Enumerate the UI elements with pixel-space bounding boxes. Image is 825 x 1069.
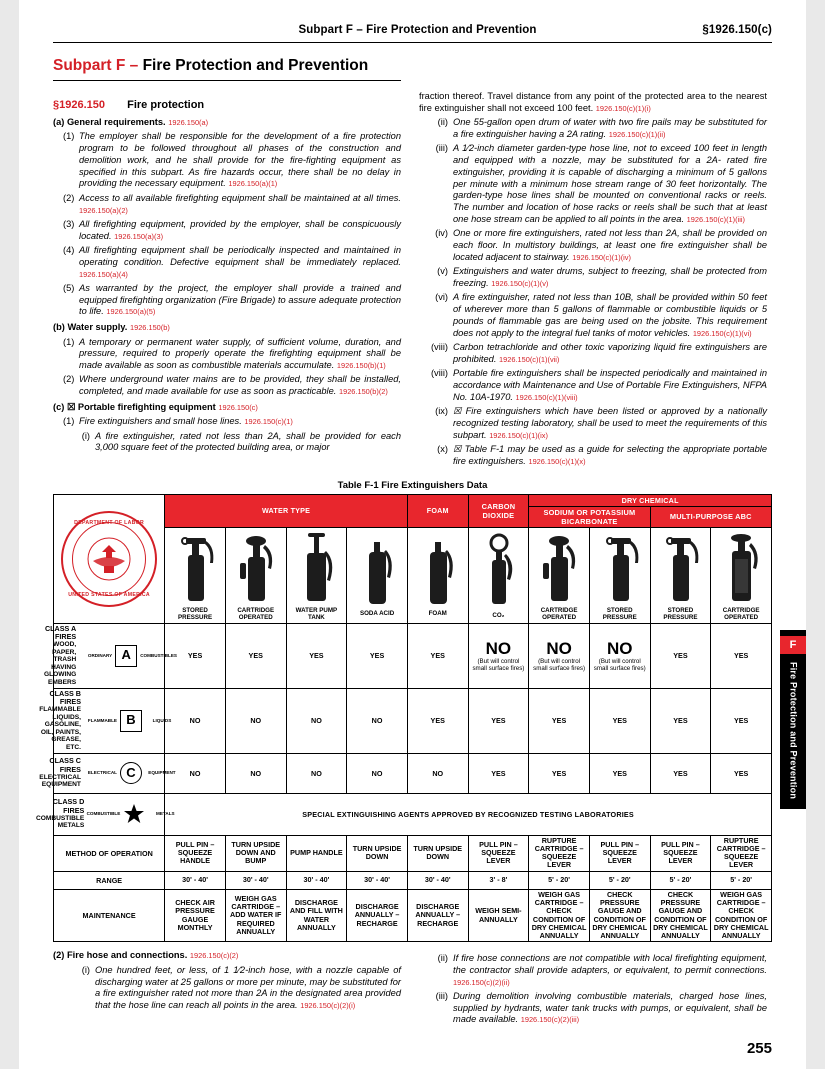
list-text: One 55-gallon open drum of water with two fire pails may be substituted for a fire extinguisher having a 2A rating.	[453, 117, 767, 139]
cell-value: YES	[589, 688, 650, 753]
icon-dc-cartridge-operated	[529, 527, 590, 623]
page-header	[53, 24, 772, 40]
method-value: PUMP HANDLE	[286, 835, 347, 871]
list-text: During demolition involving combustible materials, charged hose lines, supplied by hydrants, water tank trucks with pumps, or equivalent, shall be made available.	[453, 990, 767, 1025]
type-label: STORED PRESSURE	[602, 606, 637, 621]
bottom-item-label	[53, 950, 401, 962]
icon-stored-pressure	[165, 527, 226, 623]
list-text: If fire hose connections are not compatible with local firefighting equipment, the contractor shall provide adapters, or equivalent, to permit connections.	[453, 952, 767, 975]
list-marker: (viii)	[430, 368, 448, 379]
range-value: 3' - 8'	[468, 871, 529, 889]
dol-seal-cell	[54, 494, 165, 623]
class-c-cell: CLASS C FIRES ELECTRICAL EQUIPMENT ELECTRICAL C EQUIPMENT	[54, 753, 165, 793]
class-b-left-label: FLAMMABLE	[87, 717, 117, 723]
section-heading	[53, 99, 401, 113]
list-marker: (2)	[63, 374, 75, 385]
list-ref: 1926.150(a)(3)	[114, 231, 164, 241]
maintenance-value: WEIGH GAS CARTRIDGE – CHECK CONDITION OF DRY CHEMICAL ANNUALLY	[711, 889, 772, 942]
class-c-left-label: ELECTRICAL	[87, 770, 117, 776]
maintenance-label: MAINTENANCE	[54, 889, 165, 942]
range-value: 30' - 40'	[225, 871, 286, 889]
group-header-co2: CARBON DIOXIDE	[468, 494, 529, 527]
list-text: Extinguishers and water drums, subject to freezing, shall be protected from freezing.	[453, 266, 767, 288]
list-text: A fire extinguisher, rated not less than 2A, shall be provided for each 3,000 square feet of the protected building area, or major	[95, 430, 401, 453]
class-c-right-label: EQUIPMENT	[148, 770, 176, 776]
list-item	[77, 965, 401, 1012]
continued-ref: 1926.150(c)(1)(i)	[595, 103, 651, 113]
type-label: CARTRIDGE OPERATED	[237, 606, 275, 621]
icon-cartridge-operated	[225, 527, 286, 623]
class-d-left-label: COMBUSTIBLE	[86, 811, 121, 817]
list-text: A 1⁄2-inch diameter garden-type hose line, not to exceed 100 feet in length and equipped with a nozzle, may be substituted for a 2A- rated fire extinguisher, providing it is capable of discharging a minimum of 5 gallons per minute with a minimum hose stream range of 30 feet horizontally. The garden-type hose lines shall be mounted on conventional racks or reels. The number and location of hose racks or reels shall be such that at least one hose stream can be applied to all points in the area.	[453, 143, 767, 224]
list-item	[429, 117, 767, 141]
list-text: A temporary or permanent water supply, of sufficient volume, duration, and pressure, required to properly operate the firefighting equipment shall be made available as soon as combustible materials accumulate.	[79, 336, 401, 371]
cell-value: NO	[485, 638, 512, 658]
list-marker: (iv)	[435, 228, 448, 239]
class-d-cell: CLASS D FIRES COMBUSTIBLE METALS COMBUSTIBLE METALS	[54, 793, 165, 835]
type-label: CARTRIDGE OPERATED	[722, 606, 760, 621]
fire-extinguishers-table	[35, 494, 772, 943]
icon-co2	[468, 527, 529, 623]
method-value: PULL PIN – SQUEEZE LEVER	[650, 835, 711, 871]
bottom-left-column	[53, 950, 401, 1028]
table-header-row	[54, 494, 772, 506]
bottom-item-text: (2) Fire hose and connections.	[53, 950, 188, 961]
continued-paragraph	[419, 91, 767, 115]
list-ref: 1926.150(b)(1)	[336, 361, 386, 371]
cell-value: YES	[407, 688, 468, 753]
cell-value: YES	[650, 753, 711, 793]
list-marker: (1)	[63, 336, 75, 347]
list-ref: 1926.150(c)(1)(ii)	[608, 129, 666, 139]
icon-abc-stored-pressure	[650, 527, 711, 623]
list-item	[63, 283, 401, 318]
list-item	[429, 444, 767, 468]
range-value: 30' - 40'	[286, 871, 347, 889]
list-item	[63, 337, 401, 372]
cell-value: YES	[468, 753, 529, 793]
list-marker: (ii)	[437, 117, 448, 128]
continued-text: fraction thereof. Travel distance from any point of the protected area to the nearest fire extinguisher shall not exceed 100 feet.	[419, 91, 767, 113]
group-header-dry-chemical: DRY CHEMICAL	[529, 494, 772, 506]
list-item	[429, 266, 767, 290]
seal-bottom-text: UNITED STATES OF AMERICA	[68, 591, 150, 598]
list-ref: 1926.150(c)(2)(i)	[300, 1001, 356, 1011]
list-ref: 1926.150(c)(1)(vii)	[499, 354, 560, 364]
list-ref: 1926.150(a)(5)	[106, 307, 156, 317]
cell-value: YES	[650, 623, 711, 688]
list-marker: (v)	[437, 266, 448, 277]
cell-note: (But will control small surface fires)	[533, 657, 586, 672]
class-b-right-label: LIQUIDS	[152, 717, 172, 723]
side-tab-letter: F	[780, 636, 806, 654]
cell-value: YES	[589, 753, 650, 793]
cell-value: NO	[347, 688, 408, 753]
cell-value: YES	[650, 688, 711, 753]
method-value: TURN UPSIDE DOWN	[407, 835, 468, 871]
list-ref: 1926.150(c)(2)(iii)	[520, 1015, 580, 1025]
star-icon	[123, 803, 145, 825]
cell-note: (But will control small surface fires)	[472, 657, 525, 672]
class-d-note: SPECIAL EXTINGUISHING AGENTS APPROVED BY RECOGNIZED TESTING LABORATORIES	[165, 793, 772, 835]
list-marker: (i)	[81, 964, 90, 975]
cell-value: YES	[347, 623, 408, 688]
title-underline	[53, 80, 401, 81]
list-marker: (iii)	[435, 143, 448, 154]
cell-value: YES	[407, 623, 468, 688]
cell-value: YES	[711, 753, 772, 793]
list-ref: 1926.150(c)(1)(ix)	[489, 430, 548, 440]
icon-foam	[407, 527, 468, 623]
subsection-a-ref: 1926.150(a)	[168, 117, 209, 127]
cell-value: YES	[165, 623, 226, 688]
subsection-c-ref: 1926.150(c)	[218, 403, 258, 412]
cell-note: (But will control small surface fires)	[593, 657, 646, 672]
icon-abc-cartridge	[711, 527, 772, 623]
list-marker: (ii)	[437, 952, 448, 963]
method-label: METHOD OF OPERATION	[54, 835, 165, 871]
side-tab-text: Fire Protection and Prevention	[788, 662, 799, 800]
list-text: Access to all available firefighting equipment shall be maintained at all times.	[79, 192, 401, 203]
list-ref: 1926.150(c)(1)(v)	[491, 278, 549, 288]
icon-water-pump-tank	[286, 527, 347, 623]
table-row	[54, 688, 772, 753]
cell-value: NO	[225, 753, 286, 793]
maintenance-value: CHECK PRESSURE GAUGE AND CONDITION OF DRY CHEMICAL ANNUALLY	[589, 889, 650, 942]
cell-value-note	[529, 623, 590, 688]
list-item	[429, 953, 767, 988]
list-marker: (4)	[63, 244, 75, 255]
dol-seal-icon	[61, 511, 157, 607]
range-value: 5' - 20'	[589, 871, 650, 889]
range-value: 30' - 40'	[347, 871, 408, 889]
list-item	[429, 292, 767, 339]
class-c-symbol: C	[120, 762, 142, 784]
subsection-a-label: (a) General requirements.	[53, 116, 166, 127]
cell-value: YES	[711, 623, 772, 688]
type-label: STORED PRESSURE	[663, 606, 698, 621]
list-ref: 1926.150(b)(2)	[338, 387, 388, 397]
icon-soda-acid	[347, 527, 408, 623]
type-label: FOAM	[428, 610, 447, 618]
group-header-foam: FOAM	[407, 494, 468, 527]
page-title	[53, 57, 401, 75]
extinguisher-water-pump-tank-icon	[294, 529, 338, 605]
list-text: A fire extinguisher, rated not less than 10B, shall be provided within 50 feet of wherever more than 5 gallons of flammable or combustible liquids or 5 pounds of flammable gas are being used on the jobsite. This requirement does not apply to the integral fuel tanks of motor vehicles.	[453, 292, 767, 338]
bottom-columns	[53, 950, 772, 1028]
cell-value: YES	[711, 688, 772, 753]
cell-value: NO	[225, 688, 286, 753]
list-ref: 1926.150(c)(1)(x)	[528, 456, 586, 466]
extinguisher-soda-acid-icon	[355, 532, 399, 608]
cell-value-note	[589, 623, 650, 688]
document-page	[19, 0, 806, 1069]
cell-value: NO	[607, 638, 633, 658]
cell-value: YES	[286, 623, 347, 688]
list-item	[77, 431, 401, 455]
list-text: ☒ Table F-1 may be used as a guide for selecting the appropriate portable fire extinguishers.	[453, 443, 767, 466]
extinguisher-dry-cartridge-icon	[537, 529, 581, 605]
list-ref: 1926.150(a)(4)	[79, 269, 128, 279]
header-title: Subpart F – Fire Protection and Prevention	[298, 24, 537, 36]
cell-value: YES	[529, 753, 590, 793]
list-item	[63, 219, 401, 243]
subsection-a	[53, 117, 401, 129]
list-item	[63, 416, 401, 428]
list-text: As warranted by the project, the employer shall provide a trained and equipped firefighting organization (Fire Brigade) to assure adequate protection to life.	[79, 282, 401, 317]
header-rule	[53, 42, 772, 43]
type-label: SODA ACID	[359, 610, 395, 618]
side-tab	[780, 630, 806, 809]
cell-value: NO	[546, 638, 572, 658]
cell-value: NO	[347, 753, 408, 793]
maintenance-value: CHECK PRESSURE GAUGE AND CONDITION OF DRY CHEMICAL ANNUALLY	[650, 889, 711, 942]
list-marker: (x)	[437, 443, 448, 454]
table-row-method	[54, 835, 772, 871]
list-ref: 1926.150(c)(1)	[244, 417, 293, 427]
list-text: One or more fire extinguishers, rated not less than 2A, shall be provided on each floor. In multistory buildings, at least one fire extinguisher shall be located adjacent to stairway.	[453, 228, 767, 262]
method-value: PULL PIN – SQUEEZE HANDLE	[165, 835, 226, 871]
method-value: RUPTURE CARTRIDGE – SQUEEZE LEVER	[711, 835, 772, 871]
subsection-b-label: (b) Water supply.	[53, 322, 128, 333]
range-value: 5' - 20'	[529, 871, 590, 889]
type-label: WATER PUMP TANK	[295, 606, 338, 621]
extinguisher-dry-stored-icon	[598, 529, 642, 605]
subsection-b	[53, 322, 401, 334]
header-section-ref: §1926.150(c)	[702, 24, 772, 36]
bottom-item-ref: 1926.150(c)(2)	[189, 951, 239, 961]
method-value: TURN UPSIDE DOWN	[347, 835, 408, 871]
class-a-left-label: ORDINARY	[87, 652, 113, 658]
maintenance-value: CHECK AIR PRESSURE GAUGE MONTHLY	[165, 889, 226, 942]
extinguisher-foam-icon	[416, 532, 460, 608]
list-marker: (2)	[63, 192, 75, 203]
right-column	[419, 91, 767, 470]
list-ref: 1926.150(c)(1)(iv)	[572, 252, 631, 262]
list-marker: (3)	[63, 218, 75, 229]
cell-value: NO	[165, 753, 226, 793]
table-caption: Table F-1 Fire Extinguishers Data	[337, 479, 488, 491]
list-marker: (1)	[63, 416, 75, 427]
extinguisher-cartridge-operated-icon	[234, 529, 278, 605]
method-value: RUPTURE CARTRIDGE – SQUEEZE LEVER	[529, 835, 590, 871]
list-item	[63, 131, 401, 190]
cell-value: NO	[165, 688, 226, 753]
range-label: RANGE	[54, 871, 165, 889]
table-row-maintenance	[54, 889, 772, 942]
section-number: §1926.150	[53, 99, 105, 111]
subsection-c-label: (c) ☒ Portable firefighting equipment	[53, 402, 216, 412]
cell-value-note	[468, 623, 529, 688]
list-text: Fire extinguishers and small hose lines.	[79, 416, 242, 427]
maintenance-value: WEIGH GAS CARTRIDGE – ADD WATER IF REQUIRED ANNUALLY	[225, 889, 286, 942]
list-item	[63, 374, 401, 398]
maintenance-value: DISCHARGE ANNUALLY – RECHARGE	[347, 889, 408, 942]
table-row-class-d	[54, 793, 772, 835]
class-b-cell: CLASS B FIRES FLAMMABLE LIQUIDS, GASOLINE, OIL, PAINTS, GREASE, ETC. FLAMMABLE B LIQUIDS	[54, 688, 165, 753]
extinguisher-abc-cartridge-icon	[719, 529, 763, 605]
list-item	[429, 342, 767, 366]
type-label: CARTRIDGE OPERATED	[540, 606, 578, 621]
subpart-label: Subpart F –	[53, 57, 139, 74]
maintenance-value: DISCHARGE ANNUALLY – RECHARGE	[407, 889, 468, 942]
cell-value: NO	[407, 753, 468, 793]
class-a-right-label: COMBUSTIBLES	[140, 652, 177, 658]
list-marker: (5)	[63, 282, 75, 293]
range-value: 5' - 20'	[711, 871, 772, 889]
list-text: All firefighting equipment shall be periodically inspected and maintained in operating condition. Defective equipment shall be immediately replaced.	[79, 244, 401, 267]
list-ref: 1926.150(c)(2)(ii)	[453, 977, 510, 987]
list-text: ☒ Fire extinguishers which have been listed or approved by a nationally recognized testing laboratory, shall be used to meet the requirements of this subpart.	[453, 405, 767, 440]
list-text: All firefighting equipment, provided by the employer, shall be conspicuously located.	[79, 218, 401, 241]
method-value: TURN UPSIDE DOWN AND BUMP	[225, 835, 286, 871]
list-item	[429, 368, 767, 403]
subsection-c	[53, 402, 401, 414]
cell-value: YES	[225, 623, 286, 688]
range-value: 30' - 40'	[165, 871, 226, 889]
method-value: PULL PIN – SQUEEZE LEVER	[468, 835, 529, 871]
list-marker: (viii)	[430, 341, 448, 352]
list-marker: (i)	[81, 430, 90, 441]
table-row-range	[54, 871, 772, 889]
table-row	[54, 623, 772, 688]
cell-value: YES	[529, 688, 590, 753]
type-label: STORED PRESSURE	[178, 606, 213, 621]
body-columns	[53, 91, 772, 470]
extinguisher-abc-stored-icon	[658, 529, 702, 605]
list-item	[429, 143, 767, 226]
type-label: CO₂	[492, 612, 505, 620]
list-item	[63, 193, 401, 217]
bottom-right-column	[419, 950, 767, 1028]
cell-value: NO	[286, 753, 347, 793]
list-marker: (iii)	[435, 990, 448, 1001]
maintenance-value: WEIGH GAS CARTRIDGE – CHECK CONDITION OF DRY CHEMICAL ANNUALLY	[529, 889, 590, 942]
list-text: The employer shall be responsible for the development of a fire protection program to be followed throughout all phases of the construction and demolition work, and he shall provide for the fire-fighting equipment as specified in this subpart. As fire hazards occur, there shall be no delay in providing the necessary equipment.	[79, 131, 401, 189]
seal-top-text: DEPARTMENT OF LABOR	[74, 519, 145, 526]
maintenance-value: WEIGH SEMI-ANNUALLY	[468, 889, 529, 942]
class-a-symbol: A	[115, 645, 137, 667]
method-value: PULL PIN – SQUEEZE LEVER	[589, 835, 650, 871]
class-d-symbol	[123, 803, 145, 825]
list-item	[429, 228, 767, 263]
eagle-emblem-icon	[83, 533, 135, 585]
page-number: 255	[746, 1040, 772, 1057]
section-title: Fire protection	[127, 99, 205, 111]
class-a-cell: CLASS A FIRES WOOD, PAPER, TRASH HAVING GLOWING EMBERS ORDINARY A COMBUSTIBLES	[54, 623, 165, 688]
cell-value: YES	[468, 688, 529, 753]
list-ref: 1926.150(a)(1)	[228, 179, 278, 189]
class-b-symbol: B	[120, 710, 142, 732]
list-text: Where underground water mains are to be provided, they shall be installed, completed, and made available for use as soon as practicable.	[79, 374, 401, 397]
group-header-bicarbonate: SODIUM OR POTASSIUM BICARBONATE	[529, 506, 650, 527]
list-text: One hundred feet, or less, of 1 1⁄2-inch hose, with a nozzle capable of discharging water at 25 gallons or more per minute, may be substituted for a fire extinguisher rated not more than 2A in the designated area provided that the hose line can reach all points in the area.	[95, 964, 401, 1011]
list-item	[63, 245, 401, 280]
range-value: 5' - 20'	[650, 871, 711, 889]
group-header-multipurpose: MULTI-PURPOSE ABC	[650, 506, 771, 527]
extinguisher-co2-icon	[476, 530, 520, 610]
seal-inner-ring	[72, 522, 146, 596]
list-ref: 1926.150(c)(1)(vi)	[692, 328, 752, 338]
maintenance-value: DISCHARGE AND FILL WITH WATER ANNUALLY	[286, 889, 347, 942]
range-value: 30' - 40'	[407, 871, 468, 889]
icon-dc-stored-pressure	[589, 527, 650, 623]
list-ref: 1926.150(a)(2)	[79, 205, 128, 215]
list-ref: 1926.150(c)(1)(viii)	[515, 392, 578, 402]
left-column	[53, 91, 401, 470]
table-row	[54, 753, 772, 793]
extinguisher-stored-pressure-icon	[173, 529, 217, 605]
list-item	[429, 991, 767, 1026]
subsection-b-ref: 1926.150(b)	[129, 323, 170, 333]
list-marker: (ix)	[435, 405, 448, 416]
group-header-water: WATER TYPE	[165, 494, 408, 527]
list-marker: (vi)	[435, 292, 448, 303]
list-ref: 1926.150(c)(1)(iii)	[686, 214, 745, 224]
class-d-right-label: METALS	[156, 811, 175, 817]
list-text: Portable fire extinguishers shall be inspected periodically and maintained in accordance with Maintenance and Use of Portable Fire Extinguishers, NFPA No. 10A-1970.	[453, 368, 768, 402]
subpart-title-text: Fire Protection and Prevention	[142, 57, 369, 74]
list-item	[429, 406, 767, 441]
cell-value: NO	[286, 688, 347, 753]
list-text: Carbon tetrachloride and other toxic vaporizing liquid fire extinguishers are prohibited.	[453, 341, 767, 364]
list-marker: (1)	[63, 131, 75, 142]
